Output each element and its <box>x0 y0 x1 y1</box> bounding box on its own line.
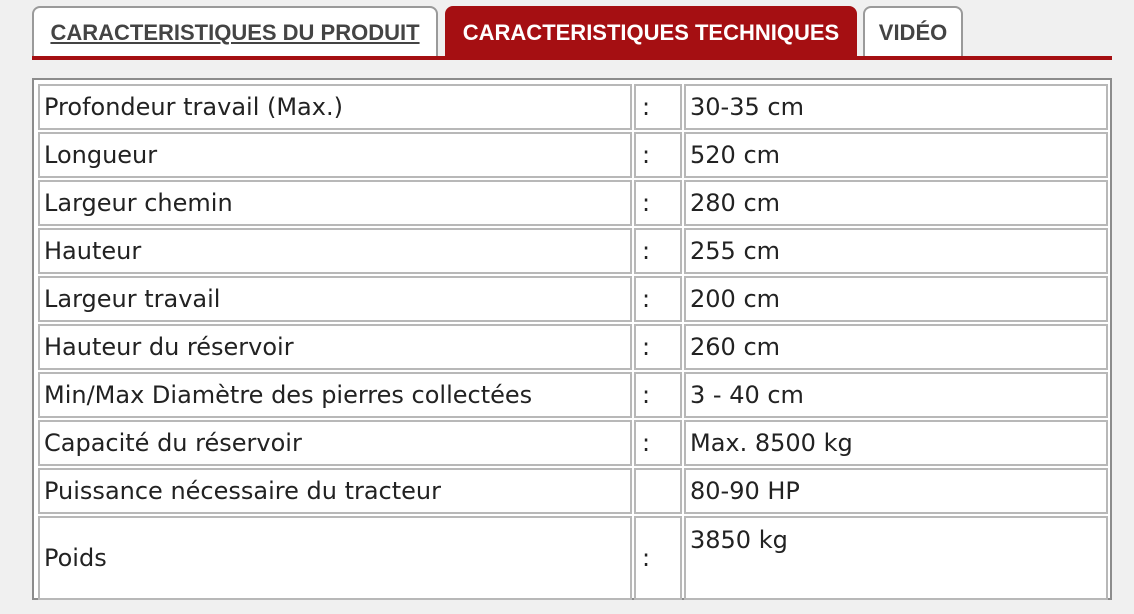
spec-value: 260 cm <box>684 324 1108 370</box>
spec-separator: : <box>634 276 682 322</box>
spec-separator: : <box>634 132 682 178</box>
table-row <box>38 228 1108 274</box>
spec-value: 3850 kg <box>684 516 1108 600</box>
spec-value: 200 cm <box>684 276 1108 322</box>
spec-value: 280 cm <box>684 180 1108 226</box>
spec-separator: : <box>634 84 682 130</box>
tab-bar <box>32 6 1112 60</box>
spec-value: Max. 8500 kg <box>684 420 1108 466</box>
spec-separator: : <box>634 372 682 418</box>
spec-label: Largeur chemin <box>38 180 632 226</box>
spec-separator: : <box>634 228 682 274</box>
spec-label: Longueur <box>38 132 632 178</box>
table-row <box>38 516 1108 600</box>
spec-label: Largeur travail <box>38 276 632 322</box>
table-row <box>38 180 1108 226</box>
table-row <box>38 468 1108 514</box>
spec-value: 80-90 HP <box>684 468 1108 514</box>
table-row <box>38 84 1108 130</box>
spec-value: 3 - 40 cm <box>684 372 1108 418</box>
spec-separator: : <box>634 420 682 466</box>
table-row <box>38 420 1108 466</box>
spec-separator: : <box>634 516 682 600</box>
spec-label: Poids <box>38 516 632 600</box>
spec-label: Hauteur <box>38 228 632 274</box>
spec-label: Capacité du réservoir <box>38 420 632 466</box>
spec-value: 30-35 cm <box>684 84 1108 130</box>
spec-label: Profondeur travail (Max.) <box>38 84 632 130</box>
table-row <box>38 132 1108 178</box>
table-row <box>38 372 1108 418</box>
table-row <box>38 324 1108 370</box>
spec-label: Hauteur du réservoir <box>38 324 632 370</box>
tab-technical-specs[interactable]: CARACTERISTIQUES TECHNIQUES <box>445 6 857 56</box>
spec-label: Min/Max Diamètre des pierres collectées <box>38 372 632 418</box>
spec-value: 520 cm <box>684 132 1108 178</box>
spec-value: 255 cm <box>684 228 1108 274</box>
spec-separator: : <box>634 180 682 226</box>
table-row <box>38 276 1108 322</box>
spec-separator <box>634 468 682 514</box>
tab-product-features[interactable]: CARACTERISTIQUES DU PRODUIT <box>32 6 438 56</box>
spec-separator: : <box>634 324 682 370</box>
specs-table-frame <box>32 78 1112 600</box>
specs-table <box>36 82 1110 602</box>
tab-video[interactable]: VIDÉO <box>863 6 963 56</box>
spec-label: Puissance nécessaire du tracteur <box>38 468 632 514</box>
